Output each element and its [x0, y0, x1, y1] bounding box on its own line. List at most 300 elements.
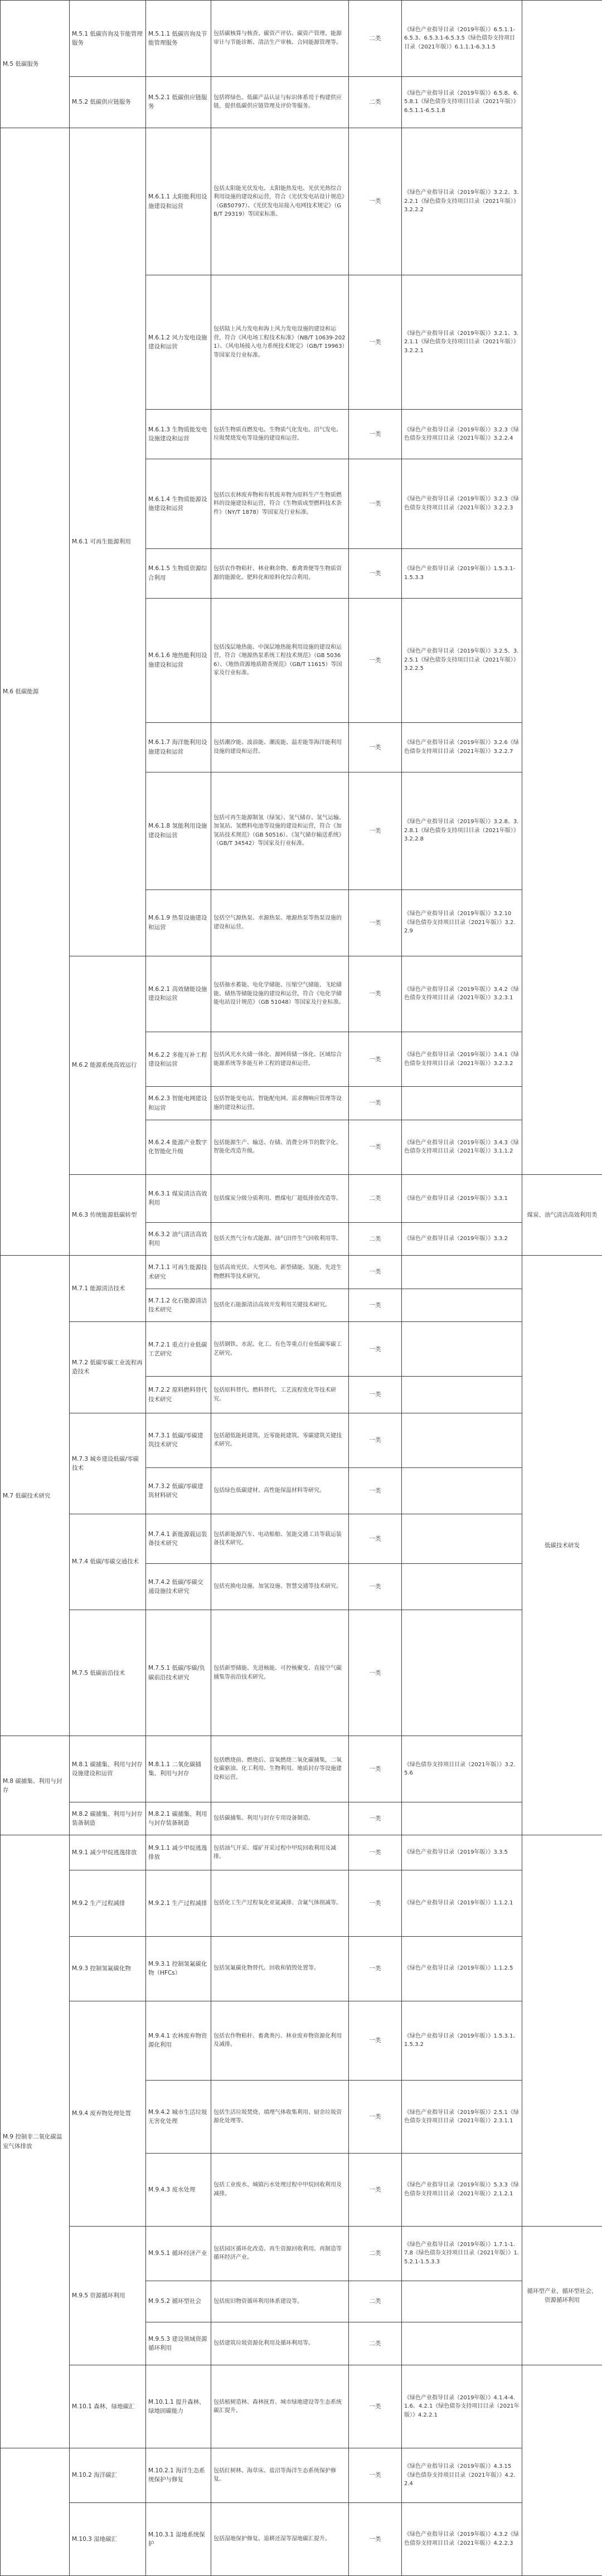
cell-cat — [349, 1174, 402, 1222]
basis-text: 《绿色产业指导目录（2019年版）》3.2.5、3.2.5.1《绿色债券支持项目目录（2021年版）》3.2.2.5 — [404, 648, 519, 672]
desc-text: 包括化工生产过程氧化亚氮减排、含氟气体削减等。 — [213, 1899, 342, 1906]
cell-desc — [211, 956, 349, 1032]
l3-text: M.7.2.1 重点行业低碳工艺研究 — [148, 1341, 207, 1357]
l3-text: M.10.2.1 海洋生态系统保护与修复 — [148, 2467, 205, 2483]
cell-l3 — [146, 722, 211, 772]
l3-text: M.7.1.2 化石能源清洁技术研究 — [148, 1297, 207, 1314]
cell-desc — [211, 1413, 349, 1467]
table-row — [1, 1736, 602, 1802]
cat-text: 一类 — [369, 2037, 381, 2044]
cell-desc — [211, 772, 349, 890]
cat-text: 一类 — [369, 1487, 381, 1494]
basis-text: 《绿色产业指导目录（2019年版）》6.5.8、6.5.8.1《绿色债券支持项目目录（2021年版）》6.5.1.1-6.5.1.8 — [404, 90, 519, 114]
l3-text: M.6.2.3 智能电网建设和运营 — [148, 1095, 207, 1111]
cell-cat — [349, 1610, 402, 1736]
cell-desc — [211, 1736, 349, 1802]
basis-text: 《绿色产业指导目录（2019年版）》2.5.1《绿色债券支持项目目录（2021年版）》2.3.1.1 — [404, 2109, 519, 2125]
cell-basis — [402, 2281, 522, 2322]
cell-basis — [402, 1610, 522, 1736]
cell-desc — [211, 1870, 349, 1936]
desc-text: 包括碳捕集、利用与封存专用设备制造。 — [213, 1815, 314, 1822]
desc-text: 包括燃烧前、燃烧后、富氧燃烧二氧化碳捕集，二氧化碳驱油、化工利用、生物利用、地质封存等设施建设和运营。 — [213, 1757, 342, 1781]
cell-l3 — [146, 1870, 211, 1936]
cell-cat — [349, 1377, 402, 1413]
cell-basis — [402, 1120, 522, 1174]
l3-text: M.9.4.3 废水处理 — [148, 2186, 196, 2193]
cell-cat — [349, 548, 402, 598]
cell-desc — [211, 2448, 349, 2502]
cell-l3 — [146, 772, 211, 890]
cell-l2 — [70, 1936, 146, 2001]
table-row — [1, 1322, 602, 1377]
cell-cat — [349, 128, 402, 275]
cell-l3 — [146, 1936, 211, 2001]
cell-l3 — [146, 2226, 211, 2281]
cell-l3 — [146, 548, 211, 598]
cat-text: 二类 — [369, 35, 381, 42]
desc-text: 包括充换电设施、加氢设施、智慧交通等技术研究。 — [213, 1583, 342, 1590]
cell-l3 — [146, 1802, 211, 1835]
l3-text: M.9.4.1 农林废弃物资源化利用 — [148, 2033, 207, 2049]
cell-l3 — [146, 1835, 211, 1870]
desc-text: 包括工业废水、城镇污水处理过程中甲烷回收利用及减排。 — [213, 2182, 342, 2197]
cell-desc — [211, 128, 349, 275]
cell-desc — [211, 890, 349, 956]
cell-basis — [402, 722, 522, 772]
cell-basis — [402, 1736, 522, 1802]
cell-desc — [211, 1564, 349, 1610]
cell-l3 — [146, 1467, 211, 1514]
l3-text: M.9.5.2 循环型社会 — [148, 2298, 201, 2305]
cell-l3 — [146, 1222, 211, 1255]
basis-text: 《绿色产业指导目录（2019年版）》1.1.2.5 — [404, 1965, 513, 1972]
cell-l3 — [146, 2281, 211, 2322]
cell-desc — [211, 1087, 349, 1120]
l1-text: M.6 低碳能源 — [3, 688, 39, 695]
desc-text: 包括抽水蓄能、电化学储能、压缩空气储能、飞轮储能、储热等储能设施的建设和运营，符合《电化学储能电站设计规范》（GB 51048）等国家及行业标准。 — [213, 982, 344, 1006]
cell-basis — [402, 1087, 522, 1120]
l2-text: M.8.2 碳捕集、利用与封存装备制造 — [72, 1810, 143, 1827]
table-row — [1, 1256, 602, 1289]
l3-text: M.9.2.1 生产过程减排 — [148, 1899, 207, 1907]
l3-text: M.9.3.1 控制氢氟碳化物（HFCs） — [148, 1960, 207, 1977]
cell-desc — [211, 1514, 349, 1563]
table-row — [1, 2365, 602, 2448]
cat-text: 一类 — [369, 2472, 381, 2479]
cell-l2 — [70, 2502, 146, 2575]
cell-cat — [349, 890, 402, 956]
cell-l3 — [146, 275, 211, 410]
cell-l3 — [146, 1564, 211, 1610]
cell-l3 — [146, 76, 211, 128]
basis-text: 《绿色产业指导目录（2019年版）》4.3.2《绿色债券支持项目目录（2021年版）》4.2.2.3 — [404, 2531, 519, 2546]
desc-text: 包括新型储能、先进核能、可控核聚变、直接空气碳捕集等前沿技术研究。 — [213, 1665, 342, 1680]
cat-text: 一类 — [369, 657, 381, 664]
l3-text: M.6.2.2 多能互补工程建设和运营 — [148, 1051, 207, 1067]
cat-text: 一类 — [369, 430, 381, 438]
cat-text: 一类 — [369, 2403, 381, 2410]
cell-desc — [211, 1120, 349, 1174]
desc-text: 包括氢氟碳化物替代、回收和销毁处置等。 — [213, 1965, 319, 1972]
l3-text: M.7.4.1 新能源载运装备技术研究 — [148, 1530, 207, 1547]
catalog-table-body — [1, 1, 602, 2576]
l3-text: M.9.5.3 建设领域资源循环利用 — [148, 2335, 207, 2352]
basis-text: 《绿色产业指导目录（2019年版）》3.4.2《绿色债券支持项目目录（2021年版）》3.2.3.1 — [404, 986, 519, 1002]
cell-cat — [349, 2153, 402, 2226]
cell-basis — [402, 956, 522, 1032]
cell-l2 — [70, 128, 146, 956]
l2-text: M.9.3 控制氢氟碳化物 — [72, 1965, 131, 1972]
l2-text: M.9.2 生产过程减排 — [72, 1899, 125, 1907]
cell-cat — [349, 1802, 402, 1835]
cell-cat — [349, 1032, 402, 1087]
l3-text: M.7.3.2 低碳/零碳建筑材料研究 — [148, 1483, 203, 1499]
cell-desc — [211, 275, 349, 410]
cell-l2 — [70, 1870, 146, 1936]
l3-text: M.6.1.3 生物质能发电设施建设和运营 — [148, 426, 207, 443]
l3-text: M.6.2.4 能源产业数字化智能化升级 — [148, 1139, 207, 1155]
cell-l3 — [146, 1514, 211, 1563]
cell-desc — [211, 1032, 349, 1087]
cell-l1 — [1, 1, 70, 128]
cell-basis — [402, 890, 522, 956]
cat-text: 一类 — [369, 2535, 381, 2543]
cat-text: 一类 — [369, 1144, 381, 1151]
cell-l3 — [146, 1, 211, 77]
cell-note — [522, 2365, 602, 2576]
basis-text: 《绿色产业指导目录（2019年版）》1.1.2.1 — [404, 1899, 513, 1906]
desc-text: 包括红树林、海草床、盐沼等海洋生态系统保护修复。 — [213, 2467, 336, 2483]
cell-basis — [402, 275, 522, 410]
l3-text: M.7.4.2 低碳/零碳交通设施技术研究 — [148, 1578, 203, 1595]
cell-note — [522, 1, 602, 1175]
cell-l3 — [146, 409, 211, 459]
desc-text: 包括天然气分布式能源、油气田伴生气回收利用等。 — [213, 1236, 342, 1242]
cell-l3 — [146, 1289, 211, 1321]
l2-text: M.7.5 低碳前沿技术 — [72, 1669, 125, 1676]
desc-text: 包括陆上风力发电和海上风力发电设施的建设和运营，符合《风电场工程技术标准》（NB/T 10639-2021）、《风电场接入电力系统技术规定》（GB/T 19963）等国家及行业标准。 — [213, 326, 346, 358]
cell-cat — [349, 1256, 402, 1289]
desc-text: 包括能源生产、输送、存储、消费全环节的数字化、智能化改造升级。 — [213, 1139, 342, 1155]
cell-cat — [349, 2365, 402, 2448]
cat-text: 一类 — [369, 198, 381, 205]
l2-text: M.6.3 传统能源低碳转型 — [72, 1211, 137, 1218]
desc-text: 包括农作物秸秆、林业剩余物、畜禽粪便等生物质资源的能源化、肥料化和原料化综合利用。 — [213, 566, 342, 581]
cell-cat — [349, 1413, 402, 1467]
cell-desc — [211, 722, 349, 772]
basis-text: 《绿色产业指导目录（2019年版）》3.3.1 — [404, 1195, 508, 1202]
cat-text: 二类 — [369, 2298, 381, 2305]
basis-text: 《绿色产业指导目录（2019年版）》1.5.3.1-1.5.3.3 — [404, 566, 516, 581]
cell-l3 — [146, 890, 211, 956]
cell-desc — [211, 1610, 349, 1736]
table-row — [1, 76, 602, 128]
l2-text: M.9.4 废弃物处理处置 — [72, 2110, 131, 2117]
cell-note — [522, 1835, 602, 2226]
cell-l2 — [70, 956, 146, 1174]
cell-desc — [211, 1289, 349, 1321]
l2-text: M.8.1 碳捕集、利用与封存设施建设和运营 — [72, 1761, 143, 1777]
cell-l3 — [146, 2448, 211, 2502]
l3-text: M.7.5.1 低碳/零碳/负碳前沿技术研究 — [148, 1665, 206, 1681]
l3-text: M.8.2.1 碳捕集、利用与封存装备制造 — [148, 1810, 207, 1827]
l3-text: M.6.3.1 煤炭清洁高效利用 — [148, 1190, 207, 1207]
cell-l2 — [70, 1610, 146, 1736]
cat-text: 二类 — [369, 1195, 381, 1202]
desc-text: 包括将绿色、低碳产品认证与标识体系用于构建供应链，提供低碳供应链管理及评价等服务。 — [213, 94, 342, 110]
desc-text: 包括风光水火储一体化、源网荷储一体化、区域综合能源系统等多能互补工程的建设和运营。 — [213, 1052, 342, 1067]
cat-text: 二类 — [369, 2340, 381, 2347]
cell-desc — [211, 1802, 349, 1835]
basis-text: 《绿色产业指导目录（2019年版）》4.3.15《绿色债券支持项目目录（2021年版）》4.2.2.4 — [404, 2463, 516, 2487]
cell-l2 — [70, 1256, 146, 1322]
desc-text: 包括碳核算与核查、碳资产评估、碳资产管理、能源审计与节能诊断、清洁生产审核、合同能源管理等。 — [213, 31, 342, 46]
cell-l3 — [146, 1174, 211, 1222]
cell-desc — [211, 409, 349, 459]
table-row — [1, 2001, 602, 2081]
cat-text: 一类 — [369, 1268, 381, 1276]
cat-text: 一类 — [369, 1100, 381, 1107]
cell-basis — [402, 459, 522, 548]
cat-text: 一类 — [369, 1535, 381, 1542]
cell-l2 — [70, 1413, 146, 1514]
cell-basis — [402, 772, 522, 890]
l3-text: M.5.2.1 低碳供应链服务 — [148, 94, 207, 110]
cat-text: 一类 — [369, 1437, 381, 1444]
l3-text: M.6.1.2 风力发电设施建设和运营 — [148, 334, 207, 351]
basis-text: 《绿色产业指导目录（2019年版）》3.2.6《绿色债券支持项目目录（2021年版）》3.2.2.7 — [404, 740, 519, 755]
desc-text: 包括潮汐能、波浪能、潮流能、温差能等海洋能利用设施的建设和运营。 — [213, 740, 342, 755]
cell-basis — [402, 1413, 522, 1467]
cell-basis — [402, 1174, 522, 1222]
l1-text: M.7 低碳技术研究 — [3, 1492, 51, 1499]
cat-text: 一类 — [369, 1583, 381, 1591]
desc-text: 包括生物质直燃发电、生物质气化发电、沼气发电、垃圾焚烧发电等设施的建设和运营。 — [213, 426, 342, 442]
desc-text: 包括原料替代、燃料替代、工艺流程优化等技术研究。 — [213, 1387, 336, 1402]
cat-text: 二类 — [369, 99, 381, 106]
cell-basis — [402, 2448, 522, 2502]
desc-text: 包括化石能源清洁高效开发利用关键技术研究。 — [213, 1302, 331, 1309]
desc-text: 包括浅层地热能、中深层地热能利用设施的建设和运营，符合《地源热泵系统工程技术规范》（GB 50366）、《地热资源地质勘查规范》（GB/T 11615）等国家及行业标准。 — [213, 644, 342, 677]
cell-l2 — [70, 1835, 146, 1870]
l2-text: M.10.3 湿地碳汇 — [72, 2535, 118, 2543]
cat-text: 一类 — [369, 1391, 381, 1398]
cell-desc — [211, 1835, 349, 1870]
cat-text: 一类 — [369, 338, 381, 346]
cat-text: 一类 — [369, 1849, 381, 1856]
table-row — [1, 1413, 602, 1467]
desc-text: 包括园区循环化改造、再生资源回收利用、再制造等循环经济产业。 — [213, 2246, 342, 2261]
basis-text: 《绿色产业指导目录（2019年版）》3.2.2、3.2.2.1《绿色债券支持项目目录（2021年版）》3.2.2.2 — [404, 189, 519, 213]
cell-l3 — [146, 1377, 211, 1413]
basis-text: 《绿色产业指导目录（2019年版）》3.3.5 — [404, 1849, 508, 1856]
l3-text: M.6.1.5 生物质资源综合利用 — [148, 565, 207, 581]
cell-l3 — [146, 1736, 211, 1802]
desc-text: 包括新能源汽车、电动船舶、氢能交通工具等载运装备技术研究。 — [213, 1531, 342, 1547]
cell-desc — [211, 1256, 349, 1289]
l3-text: M.6.1.8 氢能利用设施建设和运营 — [148, 823, 207, 839]
cell-l2 — [70, 2226, 146, 2365]
cat-text: 一类 — [369, 1301, 381, 1309]
l3-text: M.8.1.1 二氧化碳捕集、利用与封存 — [148, 1761, 201, 1777]
cell-cat — [349, 1222, 402, 1255]
cell-cat — [349, 1087, 402, 1120]
l2-text: M.9.1 减少甲烷逃逸排放 — [72, 1849, 137, 1856]
cell-basis — [402, 1467, 522, 1514]
cell-cat — [349, 409, 402, 459]
desc-text: 包括油气开采、煤矿开采过程中甲烷回收利用及减排。 — [213, 1845, 336, 1860]
cell-cat — [349, 1120, 402, 1174]
basis-text: 《绿色产业指导目录（2019年版）》3.2.3《绿色债券支持项目目录（2021年版）》3.2.2.3 — [404, 496, 519, 511]
desc-text: 包括绿色低碳建材、高性能保温材料等研究。 — [213, 1488, 325, 1494]
table-row — [1, 1870, 602, 1936]
desc-text: 包括生活垃圾焚烧、填埋气体收集利用、厨余垃圾资源化处理等。 — [213, 2109, 342, 2125]
cell-desc — [211, 1936, 349, 2001]
basis-text: 《绿色产业指导目录（2019年版）》5.3.3《绿色债券支持项目目录（2021年版）》2.1.2.1 — [404, 2182, 519, 2197]
cell-cat — [349, 1870, 402, 1936]
cell-basis — [402, 548, 522, 598]
cell-cat — [349, 1289, 402, 1321]
desc-text: 包括超低能耗建筑、近零能耗建筑、零碳建筑关键技术研究。 — [213, 1432, 342, 1448]
l2-text: M.7.4 低碳/零碳交通技术 — [72, 1558, 139, 1566]
cell-cat — [349, 2448, 402, 2502]
cell-cat — [349, 2001, 402, 2081]
cell-desc — [211, 2365, 349, 2448]
cell-basis — [402, 1564, 522, 1610]
note-text: 循环型产业、循环型社会、资源循环利用 — [527, 2287, 598, 2303]
cell-l3 — [146, 598, 211, 722]
cat-text: 一类 — [369, 2186, 381, 2193]
cell-desc — [211, 548, 349, 598]
cell-desc — [211, 1322, 349, 1377]
cell-desc — [211, 2081, 349, 2154]
cell-basis — [402, 2226, 522, 2281]
l3-text: M.9.5.1 循环经济产业 — [148, 2250, 207, 2257]
cell-l1 — [1, 1736, 70, 1835]
desc-text: 包括以农林废弃物和有机废弃物为原料生产生物质燃料的设施建设和运营，符合《生物质成型燃料技术条件》（NY/T 1878）等国家及行业标准。 — [213, 492, 342, 516]
cell-desc — [211, 2226, 349, 2281]
cell-basis — [402, 1514, 522, 1563]
l3-text: M.6.2.1 高效储能设施建设和运营 — [148, 986, 207, 1002]
table-row — [1, 2502, 602, 2575]
cell-note — [522, 1174, 602, 1256]
note-text: 煤炭、油气清洁高效利用类 — [527, 1211, 598, 1218]
cat-text: 一类 — [369, 990, 381, 998]
cat-text: 一类 — [369, 743, 381, 751]
cell-cat — [349, 2281, 402, 2322]
basis-text: 《绿色产业指导目录（2019年版）》3.2.3《绿色债券支持项目目录（2021年版）》3.2.2.4 — [404, 426, 519, 442]
l2-text: M.6.1 可再生能源利用 — [72, 538, 131, 546]
cell-note — [522, 1256, 602, 1835]
cell-l3 — [146, 2153, 211, 2226]
cell-l3 — [146, 2502, 211, 2575]
cell-cat — [349, 1322, 402, 1377]
cell-l1 — [1, 128, 70, 1256]
l2-text: M.5.1 低碳咨询及节能管理服务 — [72, 30, 143, 46]
cell-basis — [402, 1289, 522, 1321]
cell-basis — [402, 1222, 522, 1255]
note-text: 低碳技术研发 — [545, 1542, 580, 1549]
cell-note — [522, 2226, 602, 2365]
basis-text: 《绿色产业指导目录（2019年版）》6.5.1.1-6.5.3、6.5.3.1-6.5.3.5《绿色债券支持项目目录（2021年版）》6.1.1.1-6.3.1.5 — [404, 26, 516, 50]
cell-cat — [349, 1, 402, 77]
cell-basis — [402, 1377, 522, 1413]
table-row — [1, 956, 602, 1032]
l2-text: M.7.1 能源清洁技术 — [72, 1285, 125, 1292]
cat-text: 二类 — [369, 1236, 381, 1243]
cell-cat — [349, 275, 402, 410]
cat-text: 一类 — [369, 1765, 381, 1772]
cell-l2 — [70, 1, 146, 77]
cell-cat — [349, 1736, 402, 1802]
cell-l3 — [146, 1087, 211, 1120]
cell-l3 — [146, 1032, 211, 1087]
desc-text: 包括废旧物资循环利用体系建设等。 — [213, 2298, 303, 2305]
cell-basis — [402, 1870, 522, 1936]
cell-cat — [349, 2081, 402, 2154]
l3-text: M.6.1.6 地热能利用设施建设和运营 — [148, 652, 207, 668]
basis-text: 《绿色产业指导目录（2019年版）》1.5.3.1、1.5.3.2 — [404, 2033, 519, 2048]
table-row — [1, 2226, 602, 2281]
l2-text: M.10.1 森林、绿地碳汇 — [72, 2403, 135, 2410]
cell-cat — [349, 722, 402, 772]
cell-cat — [349, 459, 402, 548]
table-row — [1, 1, 602, 77]
cell-l2 — [70, 2365, 146, 2448]
cell-l3 — [146, 956, 211, 1032]
cell-l1 — [1, 1835, 70, 2448]
cat-text: 一类 — [369, 1345, 381, 1353]
cat-text: 一类 — [369, 570, 381, 577]
cell-l2 — [70, 1736, 146, 1802]
cell-desc — [211, 2281, 349, 2322]
basis-text: 《绿色产业指导目录（2019年版）》1.7.1-1.7.8《绿色债券支持项目目录（2021年版）》1.5.2.1-1.5.3.3 — [404, 2241, 519, 2265]
l3-text: M.6.1.9 热泵设施建设和运营 — [148, 915, 207, 931]
table-row — [1, 1514, 602, 1563]
cell-l2 — [70, 2448, 146, 2502]
cell-cat — [349, 1514, 402, 1563]
cell-basis — [402, 598, 522, 722]
cell-desc — [211, 2001, 349, 2081]
desc-text: 包括煤炭分级分质利用、燃煤电厂超低排放改造等。 — [213, 1195, 342, 1202]
cell-l2 — [70, 1322, 146, 1413]
cell-cat — [349, 1835, 402, 1870]
basis-text: 《绿色产业指导目录（2019年版）》3.2.1、3.2.1.1《绿色债券支持项目目录（2021年版）》3.2.2.1 — [404, 330, 519, 354]
cell-l3 — [146, 2322, 211, 2365]
cell-desc — [211, 1377, 349, 1413]
cell-l2 — [70, 1174, 146, 1256]
cell-basis — [402, 128, 522, 275]
basis-text: 《绿色产业指导目录（2019年版）》4.1.4-4.1.6、4.2.1《绿色债券支持项目目录（2021年版）》4.2.2.1 — [404, 2394, 520, 2418]
desc-text: 包括高效光伏、大型风电、新型储能、氢能、先进生物燃料等技术研究。 — [213, 1265, 342, 1280]
cell-desc — [211, 2153, 349, 2226]
cell-basis — [402, 76, 522, 128]
l2-text: M.7.2 低碳零碳工业流程再造技术 — [72, 1359, 143, 1376]
cell-l2 — [70, 2001, 146, 2226]
table-row — [1, 1802, 602, 1835]
basis-text: 《绿色产业指导目录（2019年版）》3.3.2 — [404, 1236, 508, 1242]
table-row — [1, 1174, 602, 1222]
cell-cat — [349, 772, 402, 890]
l2-text: M.9.5 资源循环利用 — [72, 2292, 125, 2299]
desc-text: 包括可再生能源制氢（绿氢）、氢气储存、氢气运输、加氢站、氢燃料电池等设施的建设和运营，符合《加氢站技术规范》（GB 50516）、《氢气储存输送系统》（GB/T 34542）等国家及行业标准。 — [213, 814, 344, 847]
cell-l3 — [146, 1120, 211, 1174]
l1-text: M.5 低碳服务 — [3, 60, 39, 67]
l2-text: M.5.2 低碳供应链服务 — [72, 99, 131, 106]
cell-desc — [211, 76, 349, 128]
cell-cat — [349, 1936, 402, 2001]
l3-text: M.7.2.2 原料燃料替代技术研究 — [148, 1387, 207, 1403]
